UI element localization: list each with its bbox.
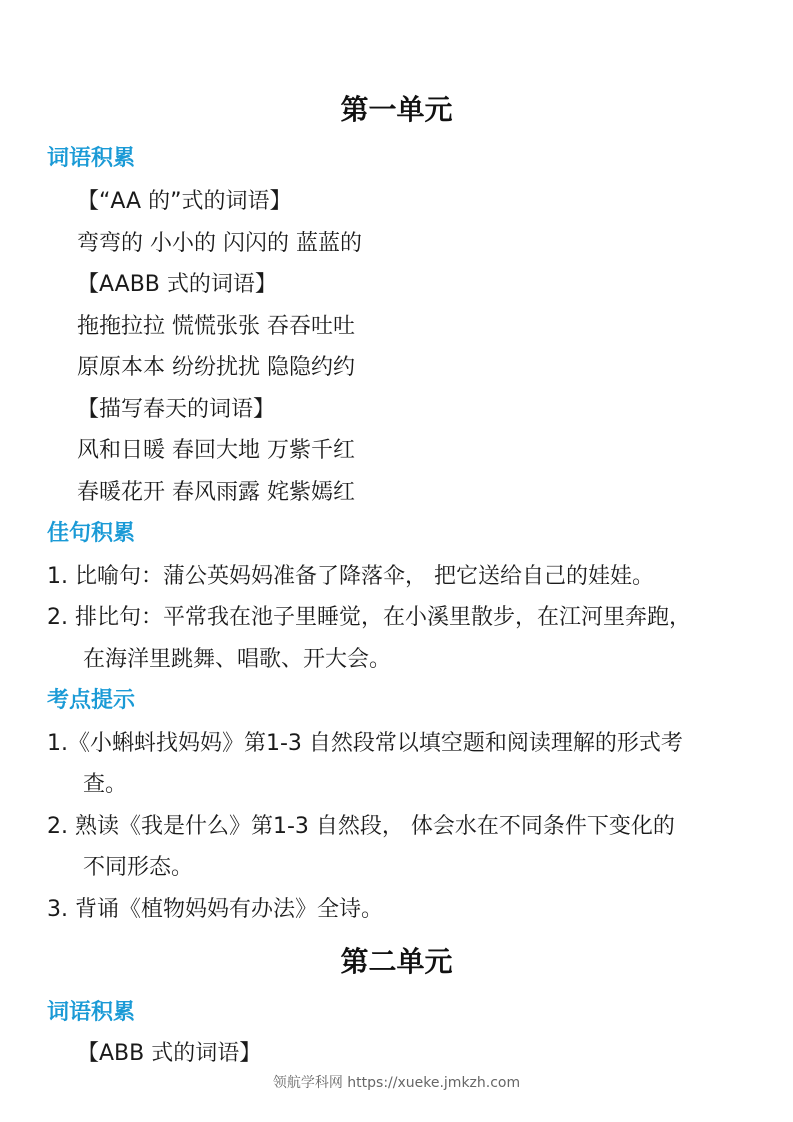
tip-1-line-2: 查。 <box>83 772 128 797</box>
aabb-row-1: 拖拖拉拉 慌慌张张 吞吞吐吐 <box>77 314 355 339</box>
abb-header: 【ABB 式的词语】 <box>77 1041 262 1066</box>
sentence-1: 1. 比喻句：蒲公英妈妈准备了降落伞， 把它送给自己的娃娃。 <box>47 564 654 589</box>
tip-2-line-2: 不同形态。 <box>83 855 194 880</box>
tip-3: 3. 背诵《植物妈妈有办法》全诗。 <box>47 897 383 922</box>
aa-de-words: 弯弯的 小小的 闪闪的 蓝蓝的 <box>77 231 362 256</box>
unit2-vocab-heading: 词语积累 <box>47 1000 136 1025</box>
footer-watermark: 领航学科网 https://xueke.jmkzh.com <box>272 1075 521 1091</box>
sentence-2-line-2: 在海洋里跳舞、唱歌、开大会。 <box>83 647 392 672</box>
tip-1-line-1: 1.《小蝌蚪找妈妈》第1-3 自然段常以填空题和阅读理解的形式考 <box>47 731 683 756</box>
spring-row-1: 风和日暖 春回大地 万紫千红 <box>77 438 355 463</box>
sentence-2-line-1: 2. 排比句：平常我在池子里睡觉，在小溪里散步，在江河里奔跑， <box>47 605 691 630</box>
aabb-row-2: 原原本本 纷纷扰扰 隐隐约约 <box>77 355 355 380</box>
unit1-title: 第一单元 <box>340 93 453 126</box>
spring-header: 【描写春天的词语】 <box>77 397 276 422</box>
unit1-vocab-heading: 词语积累 <box>47 146 136 171</box>
spring-row-2: 春暖花开 春风雨露 姹紫嫣红 <box>77 480 355 505</box>
aa-de-header: 【“AA 的”式的词语】 <box>77 189 292 214</box>
aabb-header: 【AABB 式的词语】 <box>77 272 277 297</box>
unit2-title: 第二单元 <box>340 945 453 978</box>
tip-2-line-1: 2. 熟读《我是什么》第1-3 自然段， 体会水在不同条件下变化的 <box>47 814 675 839</box>
unit1-tips-heading: 考点提示 <box>47 688 136 713</box>
unit1-sentences-heading: 佳句积累 <box>47 521 136 546</box>
